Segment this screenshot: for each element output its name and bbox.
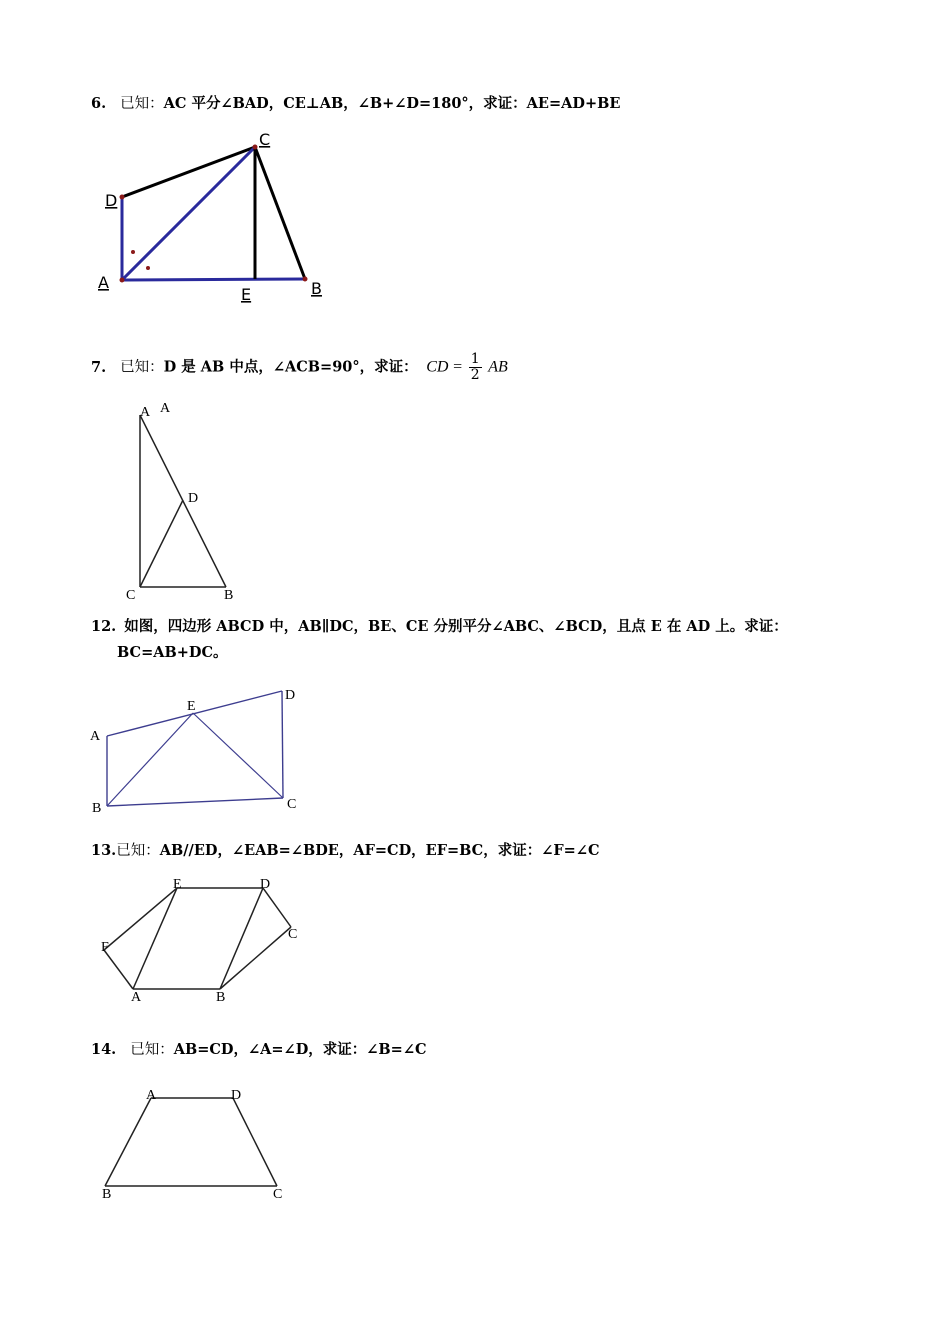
problem-7-text	[91, 352, 508, 383]
label-b: B	[102, 1187, 112, 1202]
angle-mark-1	[131, 250, 135, 254]
problem-statement: AC 平分∠BAD，CE⊥AB，∠B+∠D=180°，求证：AE=AD+BE	[163, 95, 621, 112]
point-d	[120, 195, 125, 200]
label-e: E	[241, 285, 252, 304]
figure-12	[85, 680, 315, 820]
problem-13-text	[91, 839, 600, 863]
problem-6-text	[91, 92, 620, 116]
segment-cd	[140, 500, 183, 587]
segment-ea	[133, 888, 177, 989]
problem-number: 12.	[91, 618, 117, 635]
formula-cd-half-ab	[426, 352, 508, 383]
problem-14-text	[91, 1038, 427, 1062]
label-a: A	[98, 273, 109, 292]
label-b: B	[216, 990, 226, 1005]
figure-7	[120, 398, 260, 608]
segment-cb	[255, 147, 305, 279]
fraction-numerator: 1	[470, 351, 480, 367]
segment-ab	[105, 1098, 151, 1186]
segment-dc	[233, 1098, 277, 1186]
segment-cb	[220, 927, 291, 989]
label-d: D	[231, 1088, 242, 1103]
segment-ce	[193, 713, 283, 798]
label-b: B	[92, 801, 102, 816]
segment-be	[107, 713, 193, 806]
label-c: C	[287, 797, 297, 812]
problem-number: 14.	[91, 1041, 117, 1058]
segment-dc	[122, 147, 255, 197]
label-c: C	[126, 588, 136, 603]
problem-12-text-line2: BC=AB+DC。	[117, 644, 228, 661]
figure-14	[95, 1080, 315, 1210]
fraction-denominator: 2	[470, 367, 480, 383]
formula-fraction	[469, 352, 482, 383]
label-d: D	[260, 877, 271, 892]
point-a	[120, 278, 125, 283]
label-d: D	[188, 491, 199, 506]
problem-12-text	[91, 615, 788, 639]
label-b: B	[311, 279, 322, 298]
problem-statement: AB//ED，∠EAB=∠BDE，AF=CD，EF=BC，求证：∠F=∠C	[159, 842, 600, 859]
formula-lhs: CD	[426, 358, 449, 376]
problem-statement: AB=CD，∠A=∠D，求证：∠B=∠C	[173, 1041, 427, 1058]
label-a: A	[140, 405, 151, 420]
formula-rhs: AB	[488, 358, 508, 376]
angle-mark-2	[146, 266, 150, 270]
problem-number: 13.	[91, 842, 117, 859]
segment-dc	[263, 888, 291, 927]
formula-eq: =	[453, 358, 463, 376]
label-c: C	[273, 1187, 283, 1202]
problem-number: 7.	[91, 358, 107, 376]
label-c: C	[259, 130, 271, 149]
label-b: B	[224, 588, 234, 603]
label-e: E	[187, 699, 196, 714]
label-a: A	[146, 1088, 157, 1103]
problem-prefix: 已知：	[130, 1042, 174, 1058]
problem-prefix: 已知：	[120, 96, 164, 112]
problem-prefix: 已知：	[120, 359, 164, 376]
point-c	[253, 145, 258, 150]
figure-13	[95, 872, 315, 1007]
problem-statement: D 是 AB 中点，∠ACB=90°，求证：	[163, 358, 418, 376]
label-d: D	[285, 688, 296, 703]
figure-6	[95, 130, 335, 310]
problem-statement-line1: 如图，四边形 ABCD 中，AB∥DC，BE、CE 分别平分∠ABC、∠BCD，且点 E 在 AD 上。求证：	[124, 618, 788, 635]
label-c: C	[288, 927, 298, 942]
label-a: A	[90, 729, 101, 744]
label-f: F	[101, 940, 109, 955]
segment-db	[220, 888, 263, 989]
label-e: E	[173, 877, 182, 892]
point-b	[303, 277, 308, 282]
segment-ef	[104, 888, 177, 950]
segment-ab	[122, 279, 305, 280]
problem-number: 6.	[91, 95, 107, 112]
segment-fa	[104, 950, 133, 989]
label-a-duplicate: A	[160, 401, 171, 416]
label-d: D	[105, 191, 118, 210]
label-a: A	[131, 990, 142, 1005]
segment-dc	[282, 691, 283, 798]
problem-prefix: 已知：	[116, 843, 160, 859]
segment-ac	[122, 147, 255, 280]
segment-bc	[107, 798, 283, 806]
